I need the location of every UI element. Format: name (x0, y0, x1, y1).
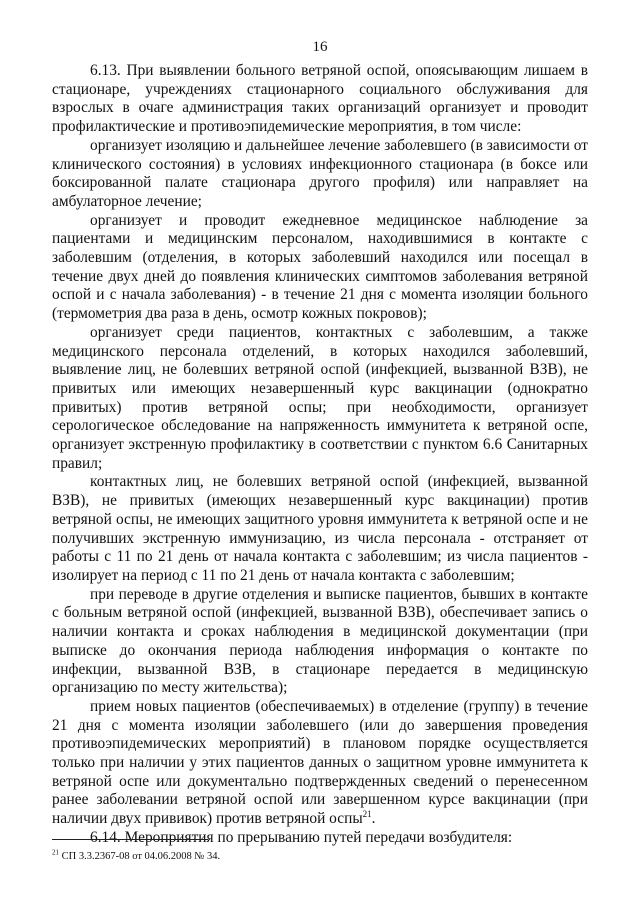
paragraph-contacts: контактных лиц, не болевших ветряной оспой (инфекцией, вызванной ВЗВ), не привитых (имеющих незавершенный курс вакцинации) против ветряной оспы, не имеющих защитного уровня иммунитета к ветряной оспе и не получивших экстренную иммунизацию, из числа персонала - отстраняет от работы с 11 по 21 день от начала контакта с заболевшим; из числа пациентов - изолирует на период с 11 по 21 день от начала контакта с заболевшим; (52, 473, 588, 584)
paragraph-6-14: 6.14. Мероприятия по прерыванию путей передачи возбудителя: (90, 828, 513, 846)
paragraph-6-13: 6.13. При выявлении больного ветряной оспой, опоясывающим лишаем в стационаре, учреждениях стационарного социального обслуживания для взрослых в очаге администрация таких организаций организует и проводит профилактические и противоэпидемические мероприятия, в том числе: (52, 62, 588, 136)
footnote-marker: 21 (52, 848, 59, 857)
paragraph-isolation: организует изоляцию и дальнейшее лечение заболевшего (в зависимости от клинического состояния) в условиях инфекционного стационара (в боксе или боксированной палате стационара другого профиля) или направляет на амбулаторное лечение; (52, 136, 588, 210)
footnote-reference: 21 (362, 809, 372, 819)
paragraph-admission (52, 698, 588, 829)
paragraph-admission-text: прием новых пациентов (обеспечиваемых) в отделение (группу) в течение 21 дня с момента изоляции заболевшего (или до завершения проведения противоэпидемических мероприятий) в плановом порядке осуществляется только при наличии у этих пациентов данных о защитном уровне иммунитета к ветряной оспе или документально подтвержденных сведений о перенесенном ранее заболевании ветряной оспой или завершенном курсе вакцинации (при наличии двух прививок) против ветряной оспы (52, 697, 588, 828)
paragraph-admission-end: . (371, 810, 376, 828)
paragraph-transfer: при переводе в другие отделения и выписке пациентов, бывших в контакте с больным ветряной оспой (инфекцией, вызванной ВЗВ), обеспечивает запись о наличии контакта и сроках наблюдения в медицинской документации (при выписке до окончания периода наблюдения информация о контакте по инфекции, вызванной ВЗВ, в стационаре передается в медицинскую организацию по месту жительства); (52, 585, 588, 697)
footnote (52, 850, 588, 863)
footnote-text: СП 3.3.2367-08 от 04.06.2008 № 34. (59, 851, 221, 862)
page-number: 16 (312, 39, 328, 55)
document-body (52, 62, 588, 848)
paragraph-identification: организует среди пациентов, контактных с заболевшим, а также медицинского персонала отделений, в которых находился заболевший, выявление лиц, не болевших ветряной оспой (инфекцией, вызванной ВЗВ), не привитых или имеющих незавершенный курс вакцинации (однократно привитых) против ветряной оспы; при необходимости, организует серологическое обследование на напряженность иммунитета к ветряной оспе, организует экстренную профилактику в соответствии с пунктом 6.6 Санитарных правил; (52, 323, 588, 472)
paragraph-observation: организует и проводит ежедневное медицинское наблюдение за пациентами и медицинским персоналом, находившимися в контакте с заболевшим (отделения, в которых заболевший находился или посещал в течение двух дней до появления клинических симптомов заболевания ветряной оспой и с начала заболевания) - в течение 21 дня с момента изоляции больного (термометрия два раза в день, осмотр кожных покровов); (52, 211, 588, 323)
footnote-divider (52, 839, 208, 840)
